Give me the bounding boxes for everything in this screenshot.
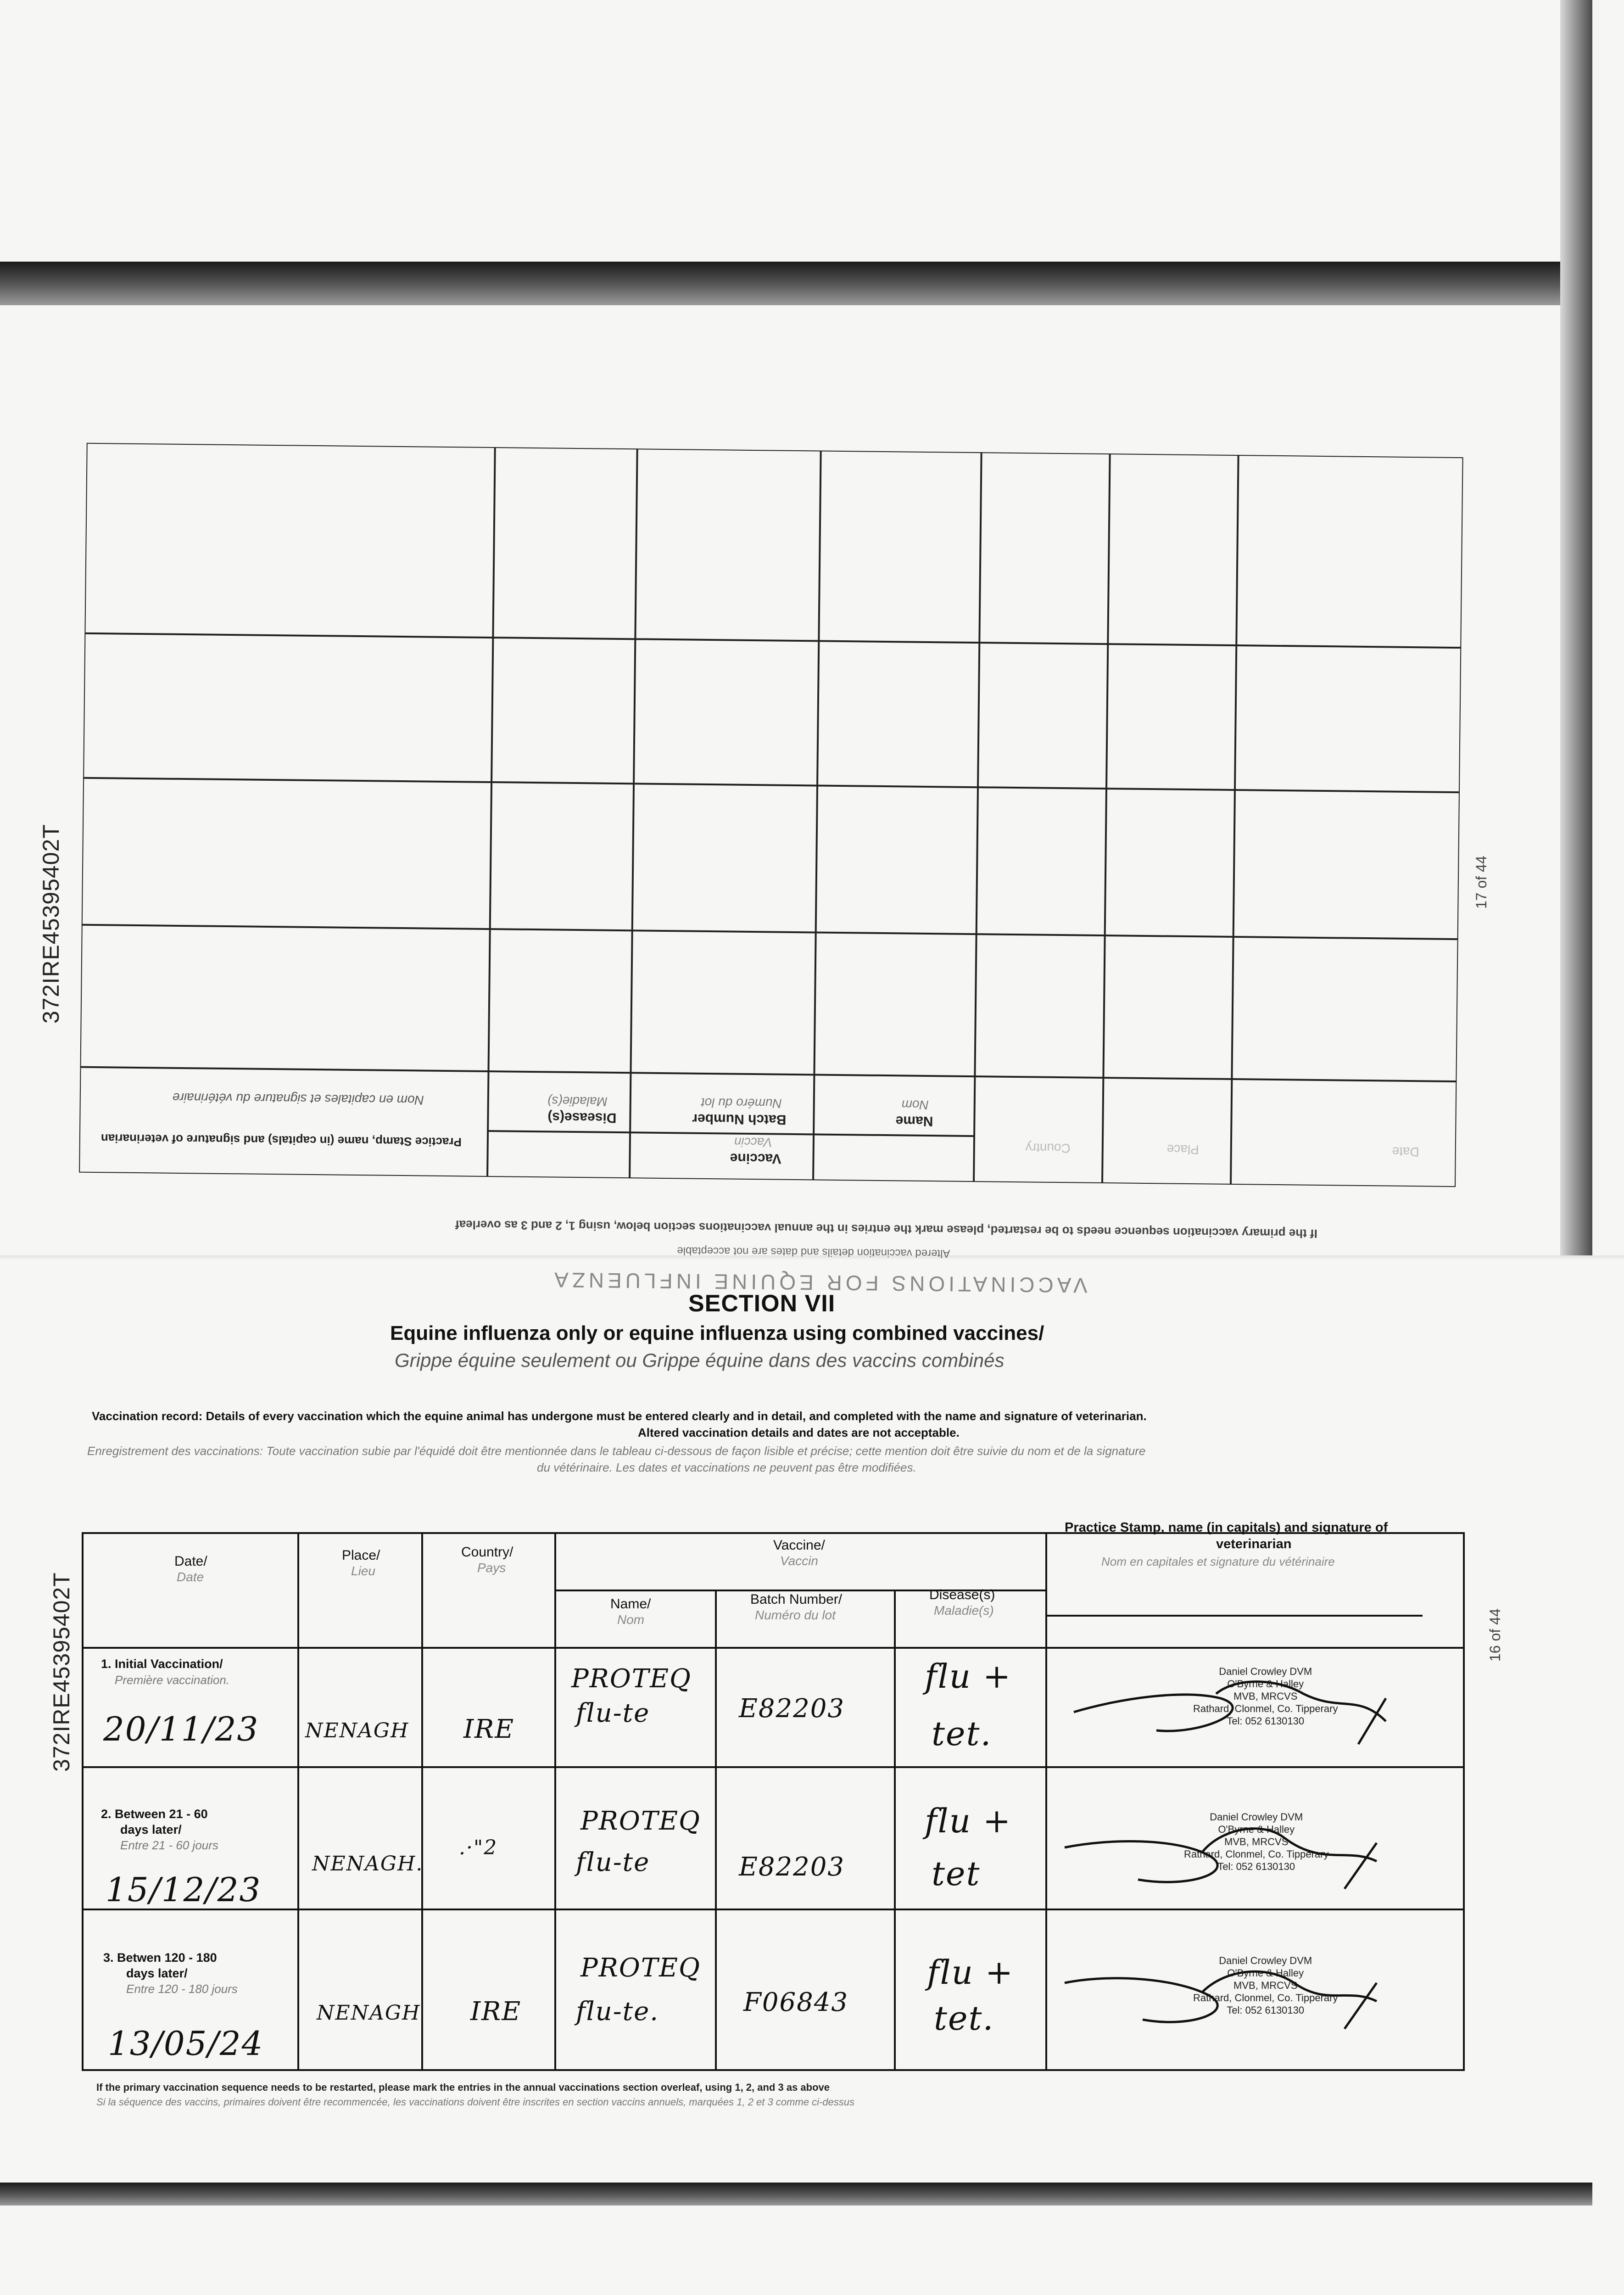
row-1-disease: flu + xyxy=(925,1657,1012,1696)
upper-page-number: 17 of 44 xyxy=(1473,856,1490,909)
row-2-vaccine-name: PROTEQ xyxy=(580,1806,701,1836)
header-place-fr: Lieu xyxy=(351,1564,375,1578)
stamp-line: MVB, MRCVS xyxy=(1233,1690,1298,1702)
row-3-batch-number: F06843 xyxy=(743,1987,848,2017)
lower-page-number: 16 of 44 xyxy=(1487,1608,1503,1662)
stamp-line: Rathard, Clonmel, Co. Tipperary xyxy=(1193,1992,1338,2004)
header-batch: Batch Number/ xyxy=(750,1592,843,1607)
upper-header-country: Country xyxy=(1025,1141,1071,1156)
row-2-label: 2. Between 21 - 60 xyxy=(101,1807,208,1821)
row-3-place: NENAGH xyxy=(317,2001,421,2025)
row-3-signature xyxy=(1055,1955,1386,2043)
row-1-signature xyxy=(1065,1666,1395,1753)
upper-header-stamp: Practice Stamp, name (in capitals) and signature of veterinarian xyxy=(100,1131,462,1149)
header-country: Country/ xyxy=(461,1545,513,1560)
stamp-line: MVB, MRCVS xyxy=(1233,1980,1298,1991)
header-vaccine: Vaccine/ xyxy=(773,1538,825,1553)
row-3-label-2: days later/ xyxy=(126,1966,188,1980)
row-3-date: 13/05/24 xyxy=(108,2024,264,2063)
row-3-disease: flu + xyxy=(927,1953,1014,1992)
upper-header-name: Name xyxy=(895,1113,933,1129)
stamp-line: Tel: 052 6130130 xyxy=(1227,2004,1305,2016)
row-2-place: NENAGH. xyxy=(312,1852,424,1875)
record-instructions-en-2: Altered vaccination details and dates are not acceptable. xyxy=(638,1426,960,1439)
header-stamp-fr: Nom en capitales et signature du vétérinaire xyxy=(1101,1555,1335,1568)
header-date: Date/ xyxy=(174,1554,207,1569)
header-disease-fr: Maladie(s) xyxy=(934,1603,994,1618)
upper-header-vaccine: Vaccine xyxy=(730,1150,781,1166)
upper-note-line2: Altered vaccination details and dates are not acceptable xyxy=(677,1244,950,1260)
upper-header-place: Place xyxy=(1166,1142,1199,1157)
row-1-disease-2: tet. xyxy=(932,1714,992,1753)
row-3-label-fr: Entre 120 - 180 jours xyxy=(126,1982,238,1996)
scan-bottom-bar xyxy=(0,2183,1592,2205)
document-id-upper: 372IRE45395402T xyxy=(38,824,64,1024)
footer-note-en: If the primary vaccination sequence needs to be restarted, please mark the entries in the annual vaccinations section overleaf, using 1, 2, and 3 as above xyxy=(96,2082,830,2093)
row-2-label-2: days later/ xyxy=(120,1823,182,1836)
row-3-disease-2: tet. xyxy=(934,1999,994,2038)
row-2-vaccine-name-2: flu-te xyxy=(576,1847,650,1877)
stamp-line: Rathard, Clonmel, Co. Tipperary xyxy=(1184,1848,1329,1860)
upper-table-grid xyxy=(79,443,1463,1187)
row-3-vaccine-name-2: flu-te. xyxy=(576,1997,659,2026)
stamp-line: O'Byrne & Halley xyxy=(1227,1967,1304,1979)
row-1-label-fr: Première vaccination. xyxy=(115,1673,229,1687)
upper-header-name-fr: Nom xyxy=(901,1097,929,1113)
row-2-disease-2: tet xyxy=(932,1854,981,1893)
upper-note-line1: If the primary vaccination sequence needs to be restarted, please mark the entries in the annual vaccinations section below, using 1, 2 and 3 as overleaf xyxy=(455,1218,1318,1241)
upper-page-inverted xyxy=(41,369,1464,1298)
row-2-disease: flu + xyxy=(925,1802,1012,1840)
stamp-line: MVB, MRCVS xyxy=(1224,1836,1289,1847)
stamp-line: O'Byrne & Halley xyxy=(1227,1678,1304,1690)
header-disease: Disease(s) xyxy=(929,1587,995,1602)
scan-top-bar xyxy=(0,262,1588,305)
row-3-label: 3. Betwen 120 - 180 xyxy=(103,1951,217,1965)
upper-header-batch: Batch Number xyxy=(692,1111,787,1127)
header-country-fr: Pays xyxy=(477,1561,506,1575)
header-place: Place/ xyxy=(342,1548,380,1563)
stamp-line: O'Byrne & Halley xyxy=(1218,1824,1295,1835)
row-3-vaccine-name: PROTEQ xyxy=(580,1953,701,1983)
section-heading-fr: Grippe équine seulement ou Grippe équine dans des vaccins combinés xyxy=(395,1349,1005,1371)
section-heading-en: Equine influenza only or equine influenza using combined vaccines/ xyxy=(390,1322,1044,1344)
upper-header-date: Date xyxy=(1392,1144,1419,1159)
record-instructions-fr-2: du vétérinaire. Les dates et vaccinations ne peuvent pas être modifiées. xyxy=(537,1461,916,1474)
stamp-line: Daniel Crowley DVM xyxy=(1219,1955,1312,1966)
row-1-vaccine-name-2: flu-te xyxy=(576,1698,650,1728)
header-vaccine-fr: Vaccin xyxy=(780,1554,819,1568)
row-1-place: NENAGH xyxy=(305,1719,409,1742)
upper-section-banner: VACCINATIONS FOR EQUINE INFLUENZA xyxy=(550,1268,1088,1298)
row-1-batch-number: E82203 xyxy=(739,1694,845,1724)
row-1-label: 1. Initial Vaccination/ xyxy=(101,1657,223,1671)
row-1-vaccine-name: PROTEQ xyxy=(571,1664,692,1694)
record-instructions-fr: Enregistrement des vaccinations: Toute vaccination subie par l'équidé doit être mentionnée dans le tableau ci-dessous de façon lisible et précise; cette mention doit être suivie du nom et de la signature xyxy=(87,1444,1146,1458)
upper-header-stamp-fr: Nom en capitales et signature du vétérinaire xyxy=(172,1090,424,1108)
stamp-line: Tel: 052 6130130 xyxy=(1227,1715,1305,1727)
header-name-fr: Nom xyxy=(617,1612,645,1627)
row-2-batch-number: E82203 xyxy=(739,1852,845,1882)
row-2-label-fr: Entre 21 - 60 jours xyxy=(120,1838,218,1852)
row-2-signature xyxy=(1055,1811,1386,1898)
row-1-date: 20/11/23 xyxy=(103,1710,259,1748)
row-2-country: .·"2 xyxy=(459,1836,498,1859)
document-id-lower: 372IRE45395402T xyxy=(49,1572,74,1772)
section-title: SECTION VII xyxy=(688,1290,836,1317)
header-stamp: Practice Stamp, name (in capitals) and signature of xyxy=(1065,1520,1388,1535)
scan-right-shadow xyxy=(1560,0,1592,1258)
row-3-country: IRE xyxy=(470,1997,522,2026)
row-2-date: 15/12/23 xyxy=(106,1870,262,1909)
upper-header-disease: Disease(s) xyxy=(547,1109,617,1125)
stamp-line: Tel: 052 6130130 xyxy=(1217,1861,1295,1872)
row-1-country: IRE xyxy=(463,1714,515,1744)
header-name: Name/ xyxy=(610,1596,651,1612)
header-date-fr: Date xyxy=(177,1570,204,1584)
upper-header-disease-fr: Maladie(s) xyxy=(547,1094,608,1109)
header-batch-fr: Numéro du lot xyxy=(755,1608,836,1622)
upper-header-vaccine-fr: Vaccin xyxy=(734,1135,773,1150)
upper-header-batch-fr: Numéro du lot xyxy=(701,1095,782,1111)
footer-note-fr: Si la séquence des vaccins, primaires doivent être recommencée, les vaccinations doivent être inscrites en section vaccins annuels, marquées 1, 2 et 3 comme ci-dessus xyxy=(96,2096,855,2108)
header-stamp-2: veterinarian xyxy=(1216,1537,1292,1551)
stamp-line: Rathard, Clonmel, Co. Tipperary xyxy=(1193,1703,1338,1714)
stamp-line: Daniel Crowley DVM xyxy=(1210,1811,1303,1823)
record-instructions-en: Vaccination record: Details of every vaccination which the equine animal has undergone must be entered clearly and in detail, and completed with the name and signature of veterinarian. xyxy=(92,1409,1147,1423)
stamp-line: Daniel Crowley DVM xyxy=(1219,1666,1312,1677)
